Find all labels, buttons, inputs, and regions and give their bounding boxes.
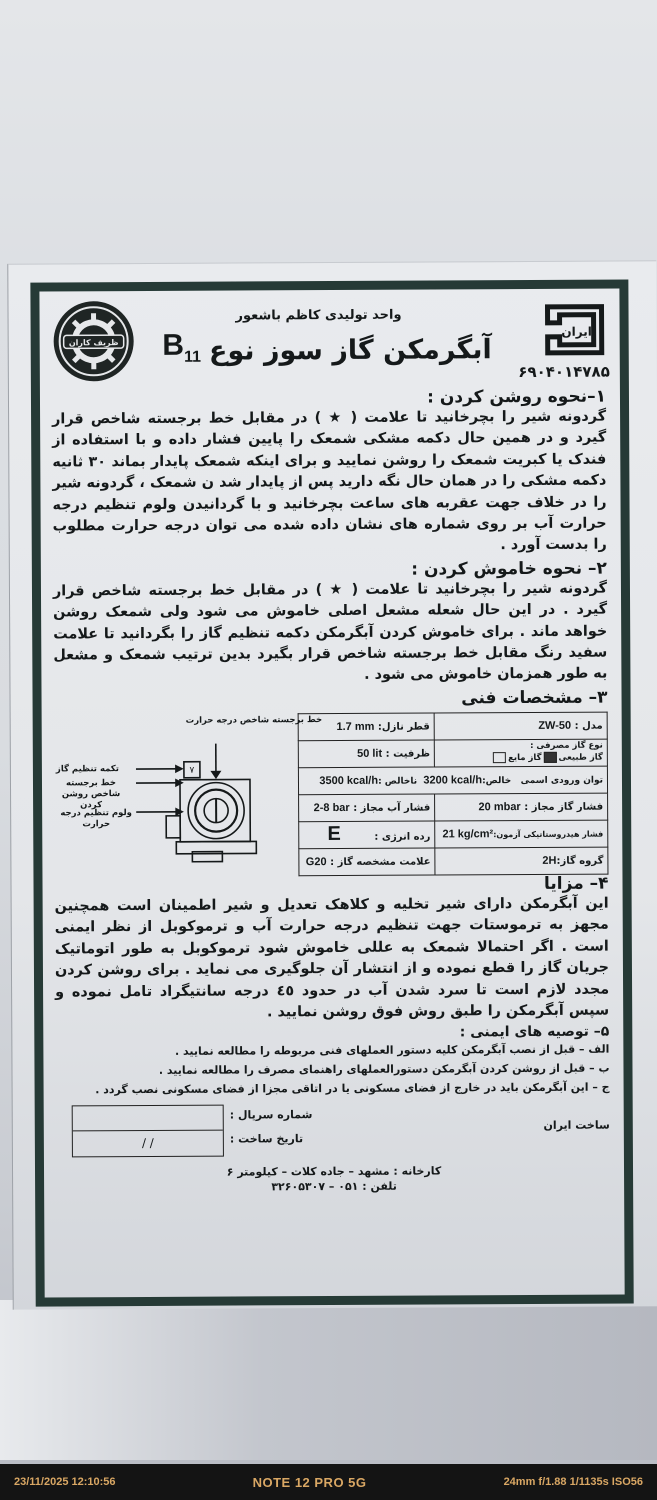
lighting-instructions: گردونه شیر را بچرخانید تا علامت ( ★ ) در مقابل خط برجسته شاخص قرار گیرد و در همین حال دکمه مشکی شمعک را پایین فشار داده و با استفاده از فندک یا کبریت شمعک را روشن نمایید و برای اینکه شمعک پایدار بماند ۳۰ ثانیه دکمه مشکی را در همان حال نگه دارید پس از پایدار شد ن شمعک ، گردونه شیر را در خلاف جهت عقربه های ساعت بچرخانید و با گردانیدن ولوم تنظیم درجه حرارت آب بر روی شماره های نشان داده شده می توان درجه حرارت مطلوب را بدست آورد . xyxy=(52,408,607,554)
svg-text:ظریف کاران: ظریف کاران xyxy=(68,338,119,348)
gas-group-cell: گروه گاز:2H xyxy=(435,847,608,875)
table-row xyxy=(299,847,608,876)
camera-watermark-bar xyxy=(0,1464,657,1500)
wall-background xyxy=(0,1300,657,1460)
standard-number: ۶۹۰۴۰۱۴۷۸۵ xyxy=(518,362,610,382)
advantages-text: این آبگرمکن دارای شیر تخلیه و کلاهک تعدیل و شیر اطمینان است همچنین مجهز به ترموستات جهت تنظیم درجه حرارت آب و ترموکوبل از نظر ایمنی است . اگر احتمالا شمعک به عللی خاموش شود ترموکوبل به طور اتوماتیک جریان گاز را قطع نموده و از انتشار آن جلوگیری می نماید . برای روشن کردن مجدد لازم است تا سرد شدن آب در حدود ٤٥ درجه سانتیگراد تامل نموده و سپس آبگرمکن را طبق روش فوق روشن نمایید . xyxy=(54,895,610,1021)
table-row xyxy=(298,712,607,741)
nozzle-cell: قطر نازل: 1.7 mm xyxy=(298,713,434,741)
gas-knob-label: تکمه تنظیم گاز xyxy=(55,764,119,775)
photo-datetime: 23/11/2025 12:10:56 xyxy=(14,1476,116,1488)
natural-gas-checkbox xyxy=(543,752,556,763)
product-title-text: آبگرمکن گاز سوز نوع xyxy=(208,334,492,367)
temp-knob-label: ولوم تنظیم درجه حرارت xyxy=(60,807,132,830)
gas-mark-cell: علامت مشخصه گاز : G20 xyxy=(299,848,435,876)
specs-title: ۳– مشخصات فنی xyxy=(461,687,608,709)
serial-date-box xyxy=(72,1105,224,1158)
label-frame xyxy=(30,279,633,1306)
safety-item-c: ج – این آبگرمکن باید در خارج از فضای مسکونی یا در اتاقی مجزا از فضای مسکونی نصب گردد . xyxy=(95,1080,610,1097)
ignition-indicator-label: خط برجسته شاخص روشن کردن xyxy=(61,778,121,811)
gas-pressure-cell: فشار گاز مجاز : 20 mbar xyxy=(435,793,608,821)
serial-label: شماره سریال : xyxy=(229,1108,313,1122)
specs-table xyxy=(298,711,609,876)
capacity-cell: ظرفیت : 50 lit xyxy=(298,740,434,768)
product-label-sticker xyxy=(7,260,657,1309)
company-name: واحد تولیدی کاظم باشعور xyxy=(235,307,402,324)
safety-item-a: الف – قبل از نصب آبگرمکن کلیه دستور العملهای فنی مربوطه را مطالعه نمایید . xyxy=(174,1042,610,1059)
liquid-gas-checkbox xyxy=(493,752,506,763)
iran-standard-logo-icon xyxy=(539,303,609,357)
made-in-iran: ساخت ایران xyxy=(543,1118,610,1133)
factory-phone: تلفن : ۰۵۱ – ۳۲۶۰۵۳۰۷ xyxy=(271,1179,397,1194)
label-header xyxy=(47,293,611,388)
gas-valve-icon xyxy=(136,735,287,866)
table-row xyxy=(299,820,608,849)
type-code: $B_{11}$ xyxy=(162,328,202,366)
factory-address: کارخانه : مشهد – جاده کلات – کیلومتر ۶ xyxy=(226,1164,442,1179)
model-cell: مدل : ZW-50 xyxy=(434,712,607,740)
hydrostatic-cell: فشار هیدروستاتیکی آزمون:21 kg/cm² xyxy=(435,820,608,848)
serial-field xyxy=(73,1106,223,1132)
temp-indicator-label: خط برجسته شاخص درجه حرارت xyxy=(185,714,323,726)
safety-title: ۵– توصیه های ایمنی : xyxy=(459,1023,610,1041)
serial-date-area xyxy=(52,1099,616,1166)
valve-diagram xyxy=(55,714,323,866)
lighting-title: ۱–نحوه روشن کردن : xyxy=(427,386,607,408)
specs-area xyxy=(50,711,615,874)
date-field: / / xyxy=(141,1136,154,1151)
device-model: NOTE 12 PRO 5G xyxy=(252,1474,367,1490)
brand-gear-logo-icon xyxy=(51,299,135,383)
svg-text:ایران: ایران xyxy=(561,324,592,339)
product-title xyxy=(162,327,492,367)
table-row xyxy=(298,766,607,795)
shutdown-instructions: گردونه شیر را بچرخانید تا علامت ( ★ ) در مقابل خط برجسته شاخص قرار گیرد . در این حال شعله مشعل اصلی خاموش می شود ولی شمعک روشن خواهد ماند . برای خاموش کردن آبگرمکن دکمه تنظیم گاز را بگردانید تا علامت سفید رنگ مقابل خط برجسته شاخص قرار بگیرد بدین ترتیب شمعک و مشعل به طور همزمان خاموش می شود . xyxy=(52,580,608,684)
input-power-cell: توان ورودی اسمی خالص:3200 kcal/h ناخالص :3500 kcal/h xyxy=(298,766,607,795)
table-row xyxy=(298,739,607,768)
svg-text:۷: ۷ xyxy=(189,765,195,776)
exif-info: 24mm f/1.88 1/1135s ISO56 xyxy=(503,1476,643,1488)
gas-type-cell: نوع گاز مصرفی : گاز طبیعیگاز مایع xyxy=(434,739,607,767)
shutdown-title: ۲– نحوه خاموش کردن : xyxy=(411,558,607,580)
energy-class-cell: رده انرژی : E xyxy=(299,821,435,849)
advantages-title: ۴– مزایا xyxy=(543,873,609,894)
table-row xyxy=(299,793,608,822)
date-label: تاریخ ساخت : xyxy=(229,1132,304,1146)
water-pressure-cell: فشار آب مجاز : 2-8 bar xyxy=(299,794,435,822)
safety-item-b: ب – قبل از روشن کردن آبگرمکن دستورالعملهای راهنمای مصرف را مطالعه نمایید . xyxy=(158,1061,610,1078)
